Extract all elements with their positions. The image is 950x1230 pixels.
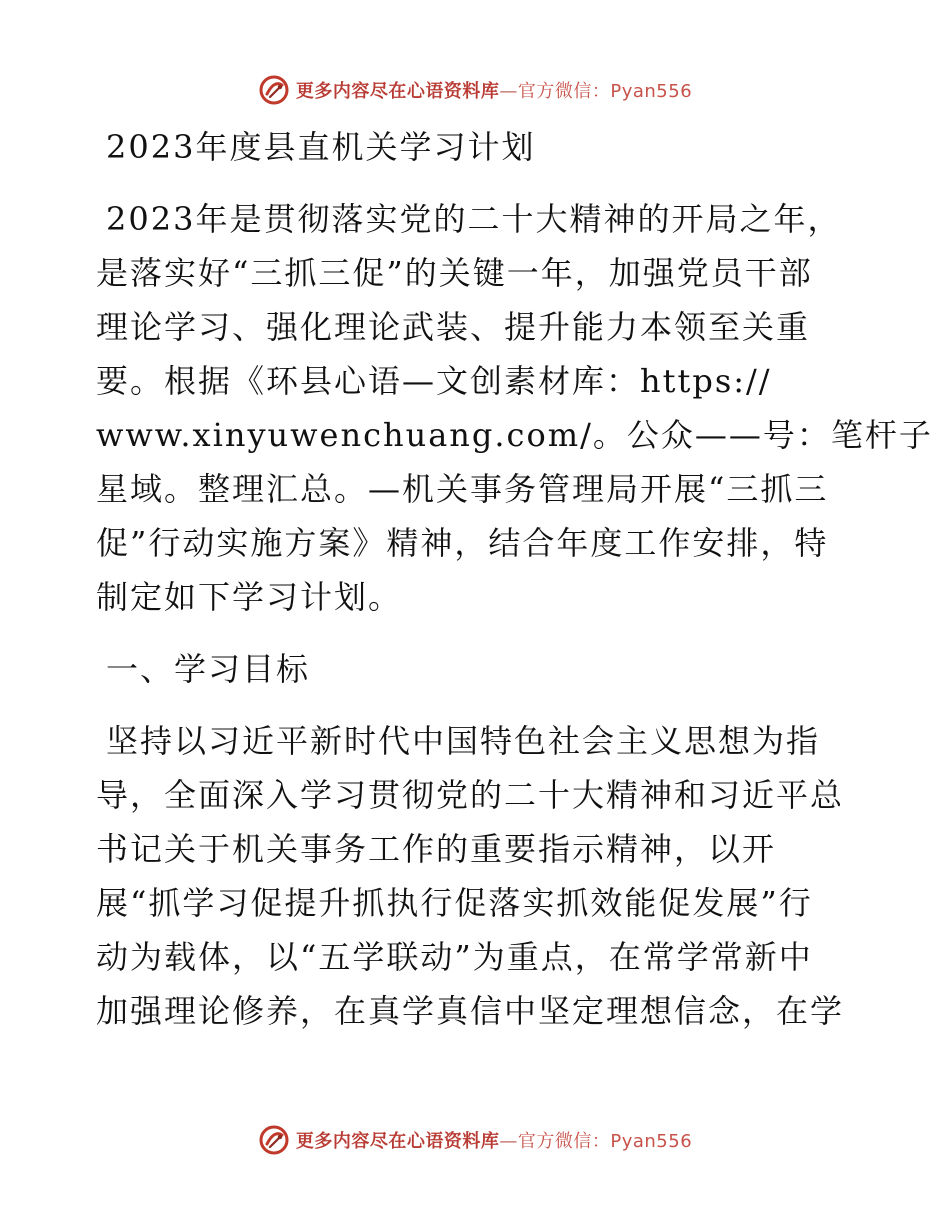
paragraph-line: 促”行动实施方案》精神，结合年度工作安排，特: [96, 524, 829, 562]
header-separator: —: [499, 81, 518, 102]
paragraph-line: 要。根据《环县心语—文创素材库：https://: [96, 362, 772, 400]
header-banner-content: [258, 74, 692, 106]
paragraph-line: 坚持以习近平新时代中国特色社会主义思想为指: [106, 722, 821, 760]
paragraph-line: www.xinyuwenchuang.com/。公众——号：笔杆子: [96, 416, 933, 454]
paragraph-line: 展“抓学习促提升抓执行促落实抓效能促发展”行: [96, 884, 813, 922]
paragraph-intro: [96, 192, 933, 624]
header-wechat-text: 官方微信：Pyan556: [517, 81, 693, 102]
footer-wechat-text: 官方微信：Pyan556: [517, 1131, 693, 1152]
footer-separator: —: [499, 1131, 518, 1152]
paragraph-line: 理论学习、强化理论武装、提升能力本领至关重: [96, 308, 811, 346]
paragraph-line: 星域。整理汇总。—机关事务管理局开展“三抓三: [96, 470, 829, 508]
brand-logo-icon: [258, 74, 290, 106]
paragraph-line: 书记关于机关事务工作的重要指示精神，以开: [96, 830, 777, 868]
footer-brand-text: 更多内容尽在心语资料库: [295, 1131, 500, 1152]
header-brand-text: 更多内容尽在心语资料库: [295, 81, 500, 102]
paragraph-line: 动为载体，以“五学联动”为重点，在常学常新中: [96, 938, 813, 976]
brand-logo-icon: [258, 1124, 290, 1156]
header-banner: [0, 70, 950, 110]
paragraph-line: 加强理论修养，在真学真信中坚定理想信念，在学: [96, 992, 845, 1030]
paragraph-line: 是落实好“三抓三促”的关键一年，加强党员干部: [96, 254, 813, 292]
document-title: 2023年度县直机关学习计划: [106, 128, 536, 166]
paragraph-line: 制定如下学习计划。: [96, 578, 403, 616]
header-banner-text: [296, 77, 692, 103]
paragraph-line: 导，全面深入学习贯彻党的二十大精神和习近平总: [96, 776, 845, 814]
document-body: [96, 120, 933, 1038]
paragraph-line: 2023年是贯彻落实党的二十大精神的开局之年，: [106, 200, 842, 238]
paragraph-goals: [96, 714, 856, 1038]
footer-banner: [0, 1120, 950, 1160]
section-heading: 一、学习目标: [106, 650, 311, 688]
footer-banner-text: [296, 1127, 692, 1153]
footer-banner-content: [258, 1124, 692, 1156]
